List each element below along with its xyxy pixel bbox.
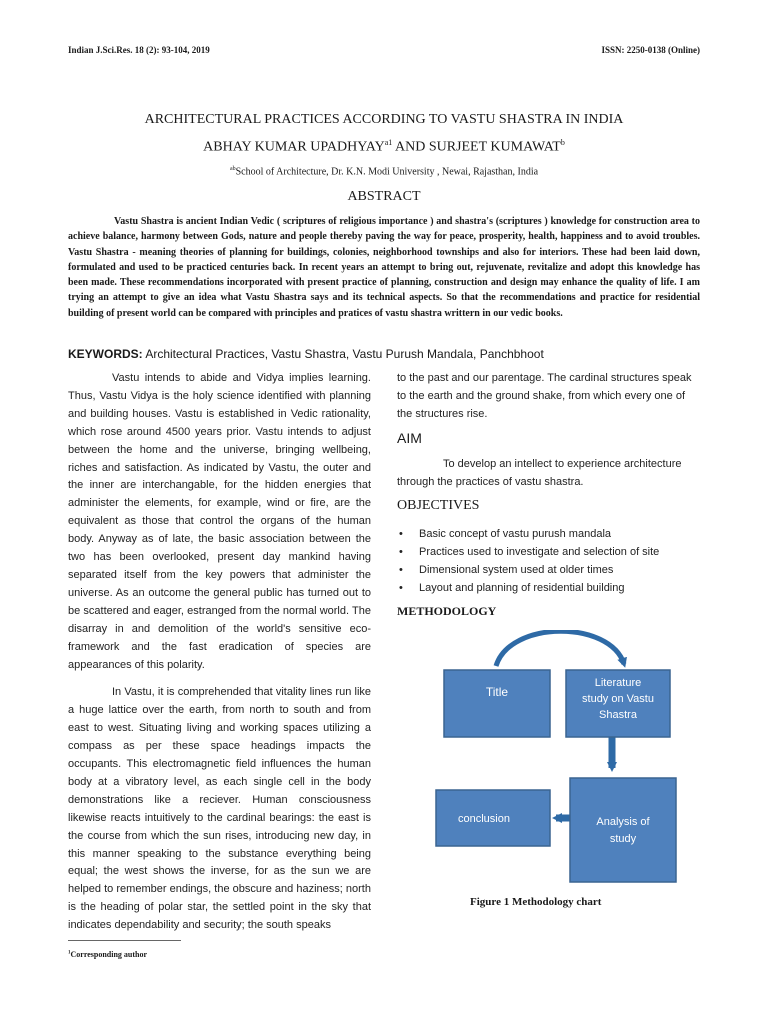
analysis-box-label-1: Analysis of <box>596 816 650 828</box>
aim-heading: AIM <box>397 430 422 446</box>
objective-item: • Layout and planning of residential building <box>397 580 707 598</box>
title-box-label: Title <box>485 685 509 699</box>
issn-label: ISSN: 2250-0138 (Online) <box>601 45 700 55</box>
abstract-heading: ABSTRACT <box>347 189 421 204</box>
author-1: ABHAY KUMAR UPADHYAY <box>203 139 385 155</box>
paper-title: ARCHITECTURAL PRACTICES ACCORDING TO VASTU SHASTRA IN INDIA <box>144 112 624 127</box>
affiliation-sup: ab <box>229 166 236 172</box>
body-paragraph-2: In Vastu, it is comprehended that vitality lines run like a huge lattice over the earth, from north to south and from east to west. Situating living and working spaces utilizing a compass as per these space headings impacts the occupants. This electromagnetic field influences the human body at a vibratory level, as each single cell in the body demonstrations like a reciever. Human consciousness likewise reacts intuitively to the cardinal bearings: the east is the course from which the sun rises, introducing new day, in this manner speaking to the substance everything being equal; the west shows the inverse, for as the sun we are helped to remember endings, the obscure and haziness; north is the heading of polar star, the settled point in the sky that indicates dependability and security; the south speaks <box>68 686 371 932</box>
title-box <box>444 670 550 737</box>
objective-item: • Dimensional system used at older times <box>397 562 707 580</box>
aim-text: To develop an intellect to experience architecture through the practices of vastu shastra. <box>397 458 682 488</box>
right-column-continuation <box>397 370 700 424</box>
objective-item: • Basic concept of vastu purush mandala <box>397 526 707 544</box>
author-2-sup: b <box>560 138 565 147</box>
affiliation <box>0 166 768 177</box>
footnote-text: Corresponding author <box>70 950 148 959</box>
objectives-heading: OBJECTIVES <box>397 498 480 513</box>
objective-item: • Practices used to investigate and selection of site <box>397 544 707 562</box>
left-column <box>68 370 371 935</box>
literature-box-label-3: Shastra <box>599 709 637 721</box>
analysis-box-label-2: study <box>609 833 637 845</box>
author-connector: AND <box>392 139 429 155</box>
curved-arrow-title-to-literature <box>496 631 624 666</box>
body-paragraph-1: Vastu intends to abide and Vidya implies learning. Thus, Vastu Vidya is the holy science identified with planning and building houses. Vastu is established in Vedic rationality, which rose around 4500 years prior. Vastu intends to adjust between the home and the universe, bringing wellbeing, riches and satisfaction. As indicated by Vastu, the outer and the inner are interchangable, for the hidden energies that administer the elements, for example, wind or fire, are the equivalent as those that control the organs of the human body. Anyway as of late, the basic association between the two has been overlooked, present day mankind having separated itself from the key powers that administer the universe. As an outcome the general public has turned out to be scattered and eager, estranged from the normal world. The disarray in and demolition of the world's sensitive eco-framework and the fast eradication of species are appearances of this polarity. <box>68 372 371 671</box>
figure-caption: Figure 1 Methodology chart <box>470 896 602 908</box>
footnote-divider <box>68 940 181 941</box>
literature-box-label-2: study on Vastu <box>582 693 654 705</box>
footnote <box>68 950 147 959</box>
affiliation-text: School of Architecture, Dr. K.N. Modi University , Newai, Rajasthan, India <box>235 166 539 178</box>
conclusion-box-label: conclusion <box>458 813 510 825</box>
objectives-list <box>397 526 707 598</box>
literature-box-label-1: Literature <box>594 677 642 689</box>
methodology-heading: METHODOLOGY <box>397 604 497 618</box>
footnote-sup: 1 <box>68 950 71 956</box>
author-2: SURJEET KUMAWAT <box>428 139 561 155</box>
analysis-box <box>570 778 676 882</box>
abstract-text: Vastu Shastra is ancient Indian Vedic ( scriptures of religious importance ) and shastra's (scriptures ) knowledge for construction area to achieve balance, harmony between Gods, nature and people thereby paving the way for peace, prosperity, health, happiness and to avoid troubles. Vastu Shastra - meaning theories of planning for buildings, colonies, neighborhood townships and also for interiors. These had been laid down, formulated and used to be practiced centuries back. In recent years an attempt to bring out, rejuvenate, revitalize and adopt this knowledge has been made. These recommendations incorporated with present practice of planning, construction and design may enhance the quality of life. I am trying an attempt to give an idea what Vastu Shastra says and its technical aspects. So that the recommendations and practice for residential building of present world can be compared with principles and pratices of vastu shastra writtern in our vedic books. <box>68 216 700 319</box>
author-line <box>0 138 768 156</box>
body-paragraph-2-continued: to the past and our parentage. The cardinal structures speak to the earth and the ground shake, from which every one of the structures rise. <box>397 372 692 420</box>
journal-citation: Indian J.Sci.Res. 18 (2): 93-104, 2019 <box>68 45 210 55</box>
keywords-text: Architectural Practices, Vastu Shastra, Vastu Purush Mandala, Panchbhoot <box>142 347 544 361</box>
author-1-sup: a1 <box>384 138 393 147</box>
keywords <box>68 347 708 361</box>
keywords-label: KEYWORDS: <box>68 347 143 361</box>
aim-section <box>397 456 707 492</box>
methodology-flowchart <box>420 630 720 892</box>
